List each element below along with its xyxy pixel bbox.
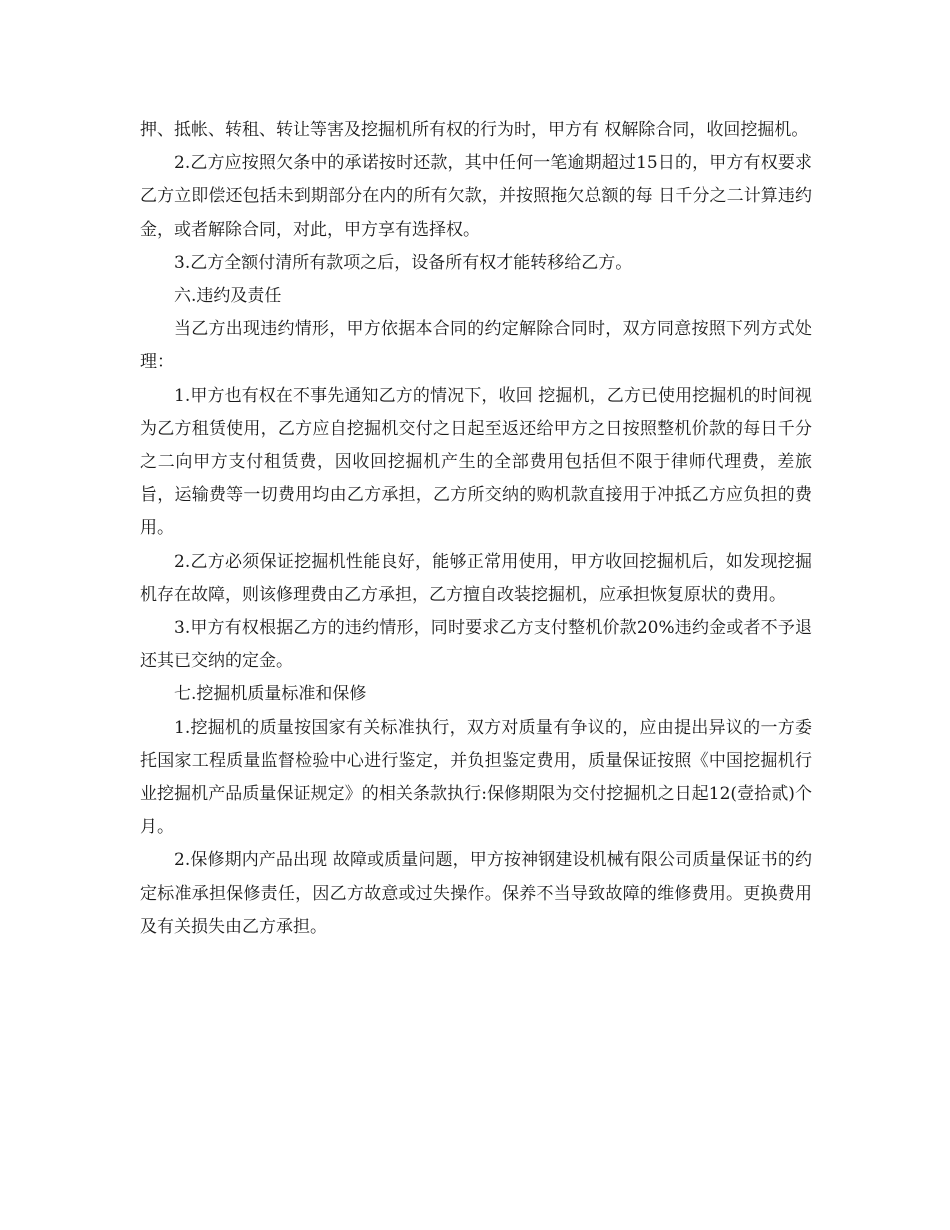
section-heading-7: 七.挖掘机质量标准和保修 <box>174 684 367 705</box>
paragraph-7: 2.乙方必须保证挖掘机性能良好，能够正常用使用，甲方收回挖掘机后，如发现挖掘机存在故障，则该修理费由乙方承担，乙方擅自改装挖掘机，应承担恢复原状的费用。 <box>140 551 812 605</box>
paragraph-10: 1.挖掘机的质量按国家有关标准执行，双方对质量有争议的，应由提出异议的一方委托国家工程质量监督检验中心进行鉴定，并负担鉴定费用，质量保证按照《中国挖掘机行业挖掘机产品质量保证规定》的相关条款执行:保修期限为交付挖掘机之日起12(壹拾贰)个月。 <box>140 717 812 838</box>
paragraph-3: 3.乙方全额付清所有款项之后，设备所有权才能转移给乙方。 <box>174 252 633 273</box>
paragraph-2: 2.乙方应按照欠条中的承诺按时还款，其中任何一笔逾期超过15日的，甲方有权要求乙方立即偿还包括未到期部分在内的所有欠款，并按照拖欠总额的每 日千分之二计算违约金，或者解除合同，对此，甲方享有选择权。 <box>140 153 812 240</box>
paragraph-1: 押、抵帐、转租、转让等害及挖掘机所有权的行为时，甲方有 权解除合同，收回挖掘机。 <box>140 120 809 140</box>
paragraph-11: 2.保修期内产品出现 故障或质量问题，甲方按神钢建设机械有限公司质量保证书的约定标准承担保修责任，因乙方故意或过失操作。保养不当导致故障的维修费用。更换费用及有关损失由乙方承担。 <box>140 850 812 937</box>
section-heading-6: 六.违约及责任 <box>174 286 282 307</box>
paragraph-8: 3.甲方有权根据乙方的违约情形，同时要求乙方支付整机价款20%违约金或者不予退还其已交纳的定金。 <box>140 618 812 672</box>
paragraph-6: 1.甲方也有权在不事先通知乙方的情况下，收回 挖掘机，乙方已使用挖掘机的时间视为乙方租赁使用，乙方应自挖掘机交付之日起至返还给甲方之日按照整机价款的每日千分之二向甲方支付租赁费，因收回挖掘机产生的全部费用包括但不限于律师代理费，差旅旨，运输费等一切费用均由乙方承担，乙方所交纳的购机款直接用于冲抵乙方应负担的费用。 <box>140 385 812 539</box>
document-page <box>140 114 812 944</box>
paragraph-5: 当乙方出现违约情形，甲方依据本合同的约定解除合同时，双方同意按照下列方式处理： <box>140 319 812 373</box>
